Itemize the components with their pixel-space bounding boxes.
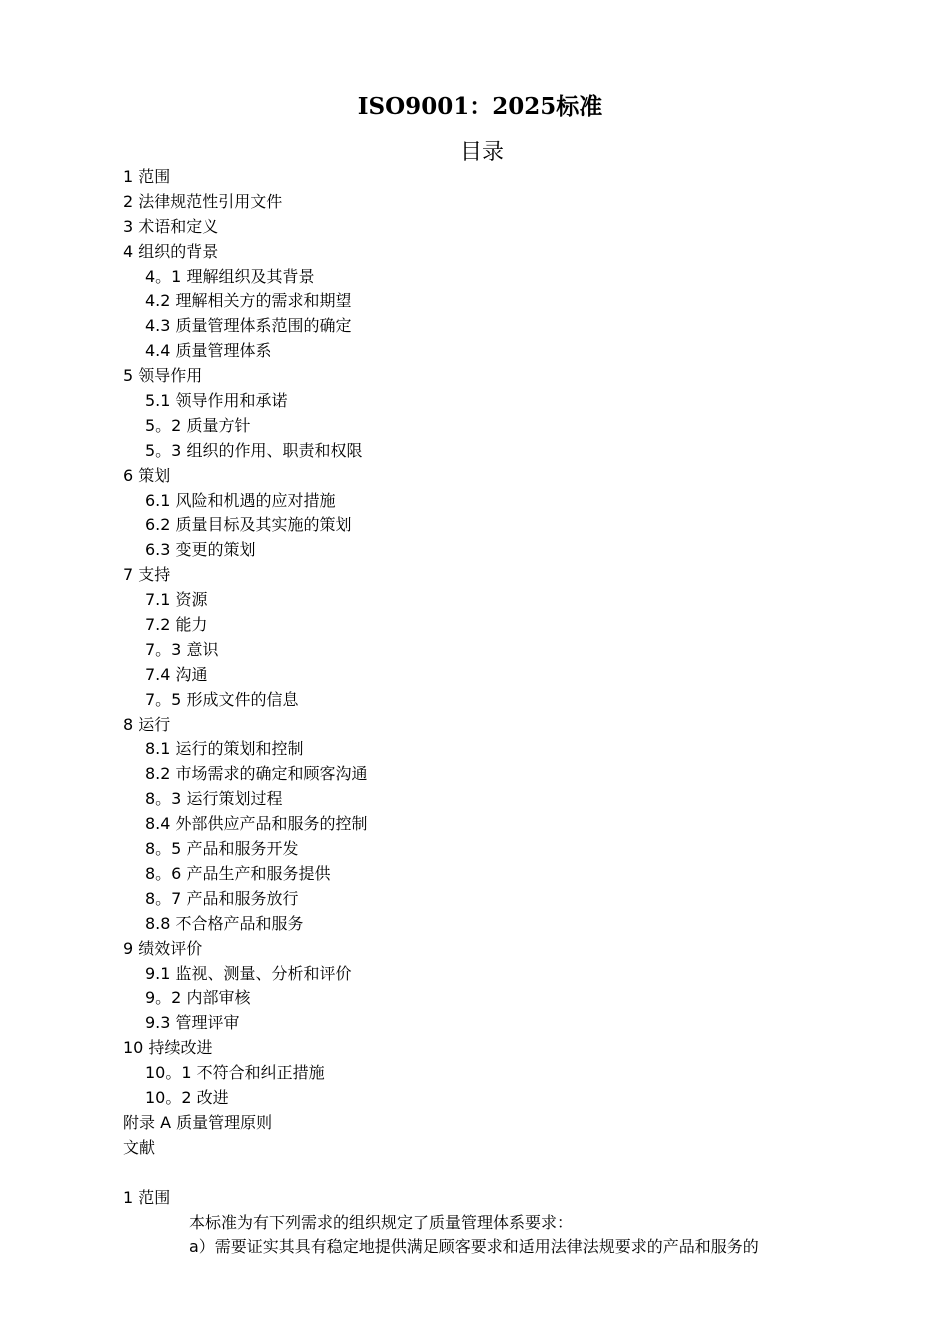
toc-item: 9.3 管理评审: [145, 1013, 240, 1033]
toc-item: 8。3 运行策划过程: [145, 789, 283, 809]
toc-item: 9.1 监视、测量、分析和评价: [145, 963, 352, 983]
toc-item: 10。1 不符合和纠正措施: [145, 1063, 325, 1083]
toc-item: 4.2 理解相关方的需求和期望: [145, 291, 352, 311]
toc-item: 7.4 沟通: [145, 664, 208, 684]
toc-item: 8。6 产品生产和服务提供: [145, 863, 331, 883]
toc-item: 5.1 领导作用和承诺: [145, 391, 288, 411]
toc-item: 5。3 组织的作用、职责和权限: [145, 440, 363, 460]
toc-item: 4。1 理解组织及其背景: [145, 266, 315, 286]
toc-item: 10。2 改进: [145, 1087, 229, 1107]
toc-title: 目录: [459, 140, 504, 165]
body-paragraph: 本标准为有下列需求的组织规定了质量管理体系要求：: [189, 1213, 574, 1232]
toc-item: 附录 A 质量管理原则: [123, 1112, 273, 1132]
toc-item: 7 支持: [123, 565, 171, 585]
toc-item: 7.1 资源: [145, 590, 208, 610]
toc-item: 3 术语和定义: [123, 216, 219, 236]
toc-item: 7.2 能力: [145, 615, 208, 635]
toc-item: 9 绩效评价: [123, 938, 203, 958]
document-title: ISO9001：2025标准: [357, 93, 603, 120]
toc-item: 文献: [123, 1137, 156, 1157]
toc-item: 4 组织的背景: [123, 241, 219, 261]
toc-item: 6.3 变更的策划: [145, 540, 256, 560]
toc-item: 6 策划: [123, 465, 171, 485]
toc-item: 8.4 外部供应产品和服务的控制: [145, 814, 368, 834]
toc-item: 7。3 意识: [145, 639, 219, 659]
toc-item: 6.1 风险和机遇的应对措施: [145, 490, 336, 510]
toc-item: 7。5 形成文件的信息: [145, 689, 299, 709]
toc-item: 5。2 质量方针: [145, 415, 251, 435]
toc-item: 8。5 产品和服务开发: [145, 839, 299, 859]
toc-item: 8.2 市场需求的确定和顾客沟通: [145, 764, 368, 784]
toc-item: 8.1 运行的策划和控制: [145, 739, 304, 759]
table-of-contents: [123, 165, 368, 1161]
toc-item: 8。7 产品和服务放行: [145, 888, 299, 908]
section-heading: 1 范围: [123, 1188, 171, 1207]
toc-item: 1 范围: [123, 167, 171, 186]
toc-item: 2 法律规范性引用文件: [123, 191, 283, 211]
toc-item: 6.2 质量目标及其实施的策划: [145, 515, 352, 535]
toc-item: 4.4 质量管理体系: [145, 341, 272, 361]
toc-item: 8.8 不合格产品和服务: [145, 913, 304, 933]
toc-item: 4.3 质量管理体系范围的确定: [145, 316, 352, 336]
toc-item: 9。2 内部审核: [145, 988, 251, 1008]
toc-item: 8 运行: [123, 714, 171, 734]
toc-item: 10 持续改进: [123, 1038, 213, 1058]
toc-item: 5 领导作用: [123, 366, 203, 386]
body-paragraph: a）需要证实其具有稳定地提供满足顾客要求和适用法律法规要求的产品和服务的: [189, 1237, 759, 1256]
